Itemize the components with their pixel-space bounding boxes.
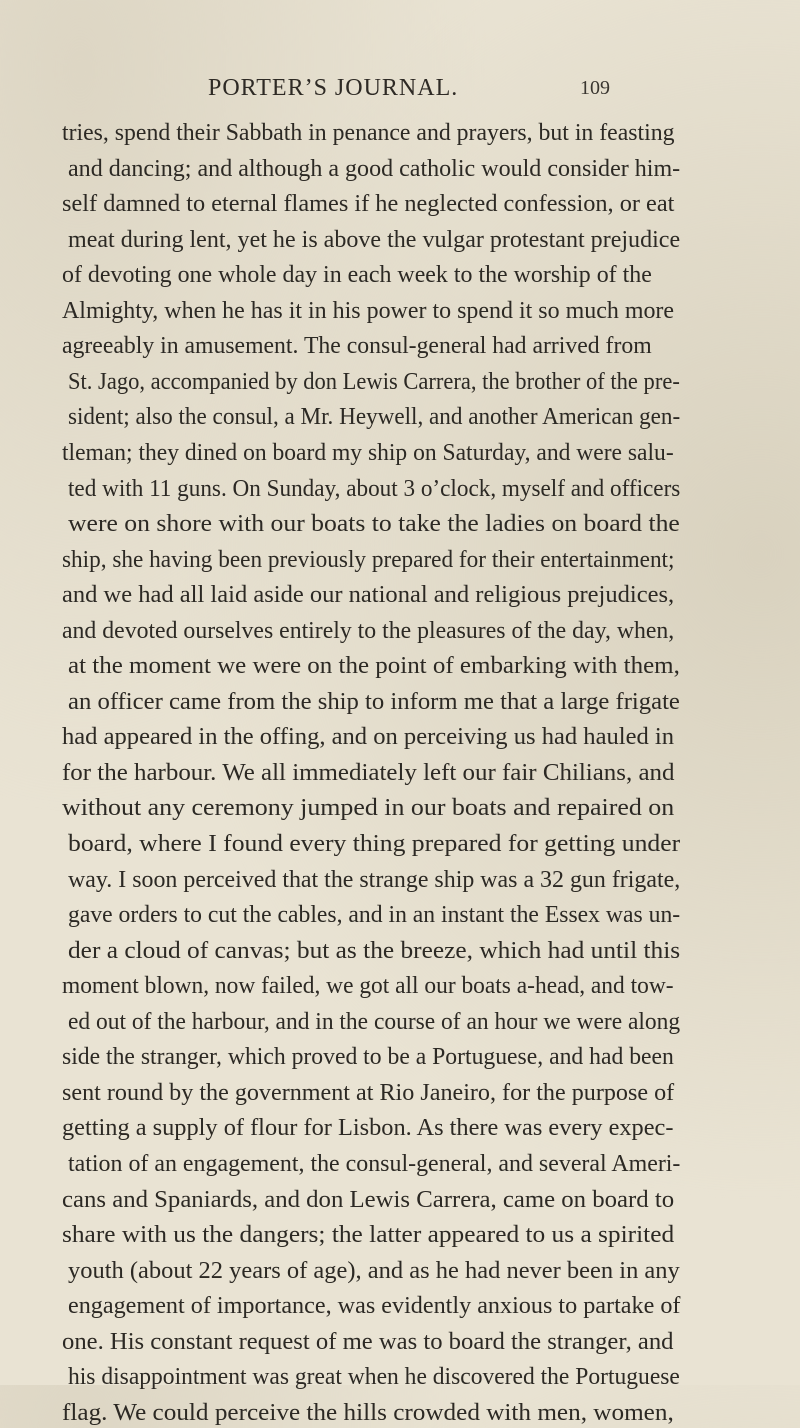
text-line: gave orders to cut the cables, and in an instant the Essex was un- [68, 902, 681, 929]
text-line: and we had all laid aside our national and religious prejudices, [62, 582, 675, 609]
text-line: sident; also the consul, a Mr. Heywell, and another American gen- [68, 404, 681, 431]
page-header [208, 75, 748, 111]
text-line: self damned to eternal flames if he neglected confession, or eat [62, 191, 675, 218]
text-line: without any ceremony jumped in our boats and repaired on [62, 795, 675, 822]
text-line: board, where I found every thing prepared for getting under [68, 831, 681, 857]
text-line: way. I soon perceived that the strange ship was a 32 gun frigate, [68, 866, 681, 893]
text-line: ship, she having been previously prepared for their entertainment; [62, 546, 675, 573]
text-line: agreeably in amusement. The consul-general had arrived from [62, 333, 652, 360]
text-line: cans and Spaniards, and don Lewis Carrera, came on board to [62, 1186, 675, 1213]
text-line: engagement of importance, was evidently anxious to partake of [68, 1293, 681, 1320]
text-line: Almighty, when he has it in his power to spend it so much more [62, 297, 675, 324]
text-line: of devoting one whole day in each week to the worship of the [62, 262, 652, 289]
text-line: meat during lent, yet he is above the vulgar protestant prejudice [68, 226, 681, 253]
text-line: for the harbour. We all immediately left our fair Chilians, and [62, 759, 675, 786]
text-line: St. Jago, accompanied by don Lewis Carrera, the brother of the pre- [68, 368, 680, 395]
text-line: share with us the dangers; the latter appeared to us a spirited [62, 1222, 675, 1249]
text-line: tation of an engagement, the consul-general, and several Ameri- [68, 1150, 681, 1177]
text-line: flag. We could perceive the hills crowded with men, women, [62, 1399, 674, 1426]
text-line: one. His constant request of me was to board the stranger, and [62, 1328, 674, 1355]
text-line: and dancing; and although a good catholic would consider him- [68, 155, 681, 182]
text-line: moment blown, now failed, we got all our boats a-head, and tow- [62, 973, 674, 1000]
text-line: der a cloud of canvas; but as the breeze, which had until this [68, 937, 681, 964]
text-line: ted with 11 guns. On Sunday, about 3 o’clock, myself and officers [68, 475, 681, 502]
text-line: his disappointment was great when he discovered the Portuguese [68, 1364, 680, 1391]
text-line: sent round by the government at Rio Janeiro, for the purpose of [62, 1079, 675, 1106]
text-line: side the stranger, which proved to be a Portuguese, and had been [62, 1044, 674, 1071]
text-line: getting a supply of flour for Lisbon. As there was every expec- [62, 1115, 674, 1142]
text-line: an officer came from the ship to inform me that a large frigate [68, 688, 680, 715]
running-head: PORTER’S JOURNAL. [208, 75, 459, 101]
text-line: ed out of the harbour, and in the course of an hour we were along [68, 1008, 681, 1035]
page-number: 109 [580, 77, 610, 99]
text-line: at the moment we were on the point of embarking with them, [68, 653, 680, 680]
text-line: and devoted ourselves entirely to the pleasures of the day, when, [62, 617, 675, 644]
text-line: tries, spend their Sabbath in penance and prayers, but in feasting [62, 120, 675, 146]
text-line: had appeared in the offing, and on perceiving us had hauled in [62, 724, 675, 751]
text-line: were on shore with our boats to take the ladies on board the [68, 511, 680, 538]
text-line: youth (about 22 years of age), and as he had never been in any [68, 1257, 680, 1284]
text-line: tleman; they dined on board my ship on Saturday, and were salu- [62, 439, 674, 466]
